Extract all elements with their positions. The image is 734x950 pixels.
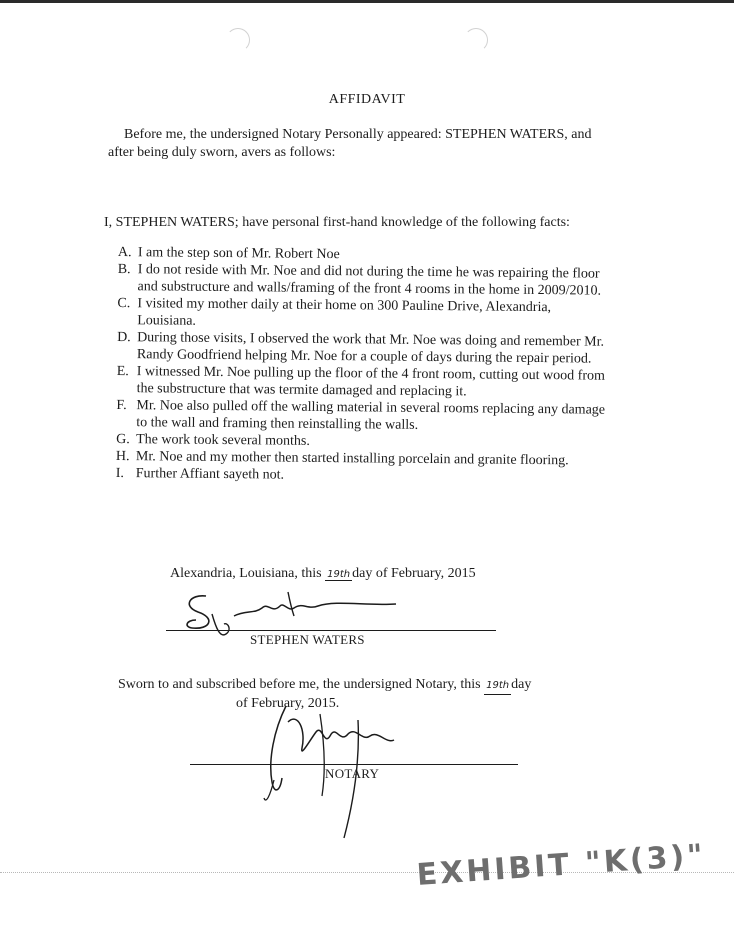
affiant-name-label: STEPHEN WATERS	[250, 632, 365, 647]
fact-text: I do not reside with Mr. Noe and did not during the time he was repairing the floor and substructure and walls/framing of the front 4 rooms in the home in 2009/2010.	[137, 262, 602, 299]
intro-line-2: after being duly sworn, avers as follows:	[108, 145, 336, 160]
fact-text: The work took several months.	[136, 432, 310, 449]
fact-text: During those visits, I observed the work that Mr. Noe was doing and remember Mr. Randy Goodfriend helping Mr. Noe for a couple of days during the repair period.	[136, 330, 605, 367]
jurat-prefix: Sworn to and subscribed before me, the undersigned Notary, this	[118, 677, 481, 692]
fact-letter: C.	[117, 295, 131, 312]
date-prefix: Alexandria, Louisiana, this	[170, 566, 322, 581]
fact-item	[117, 295, 609, 334]
jurat-suffix: day	[511, 677, 532, 692]
fact-letter: A.	[117, 244, 132, 261]
punch-hole-mark-left	[226, 28, 250, 52]
document-title: AFFIDAVIT	[328, 92, 406, 107]
exhibit-stamp: EXHIBIT "K(3)"	[415, 837, 707, 893]
fact-text: Mr. Noe and my mother then started installing porcelain and granite flooring.	[135, 449, 569, 469]
fact-text: Further Affiant sayeth not.	[135, 466, 285, 483]
jurat-handwritten-day: 19th	[484, 677, 511, 695]
fact-letter: B.	[117, 261, 131, 278]
page-top-edge	[0, 0, 734, 3]
handwritten-day: 19th	[327, 569, 351, 580]
knowledge-statement: I, STEPHEN WATERS; have personal first-hand knowledge of the following facts:	[104, 215, 570, 230]
jurat-line-2: of February, 2015.	[236, 696, 340, 711]
facts-list	[116, 244, 610, 487]
fact-letter: D.	[117, 329, 131, 346]
punch-hole-mark-right	[464, 28, 488, 52]
fact-item	[117, 329, 609, 368]
intro-line-1: Before me, the undersigned Notary Personally appeared: STEPHEN WATERS, and	[124, 127, 592, 142]
affiant-signature-line	[166, 630, 496, 631]
fact-item	[116, 465, 608, 487]
fact-text: I witnessed Mr. Noe pulling up the floor of the 4 front room, cutting out wood from the substructure that was termite damaged and replacing it.	[136, 364, 605, 400]
execution-date-line	[170, 566, 476, 582]
fact-letter: H.	[115, 448, 130, 465]
notary-signature-line	[190, 764, 518, 765]
fact-letter: I.	[115, 465, 125, 482]
fact-text: Mr. Noe also pulled off the walling material in several rooms replacing any damage to the wall and framing then reinstalling the walls.	[136, 398, 606, 433]
fact-item	[118, 261, 610, 300]
fact-text: I am the step son of Mr. Robert Noe	[137, 245, 340, 263]
jurat-line-1	[118, 676, 578, 695]
notary-label: NOTARY	[325, 766, 380, 781]
fact-item	[117, 363, 609, 402]
fact-letter: G.	[116, 431, 130, 448]
fact-text: I visited my mother daily at their home on 300 Pauline Drive, Alexandria, Louisiana.	[137, 296, 552, 329]
fact-letter: E.	[116, 363, 129, 380]
date-suffix: day of February, 2015	[352, 566, 476, 581]
fact-item	[116, 397, 608, 436]
fact-letter: F.	[116, 397, 127, 414]
intro-paragraph	[108, 126, 628, 162]
